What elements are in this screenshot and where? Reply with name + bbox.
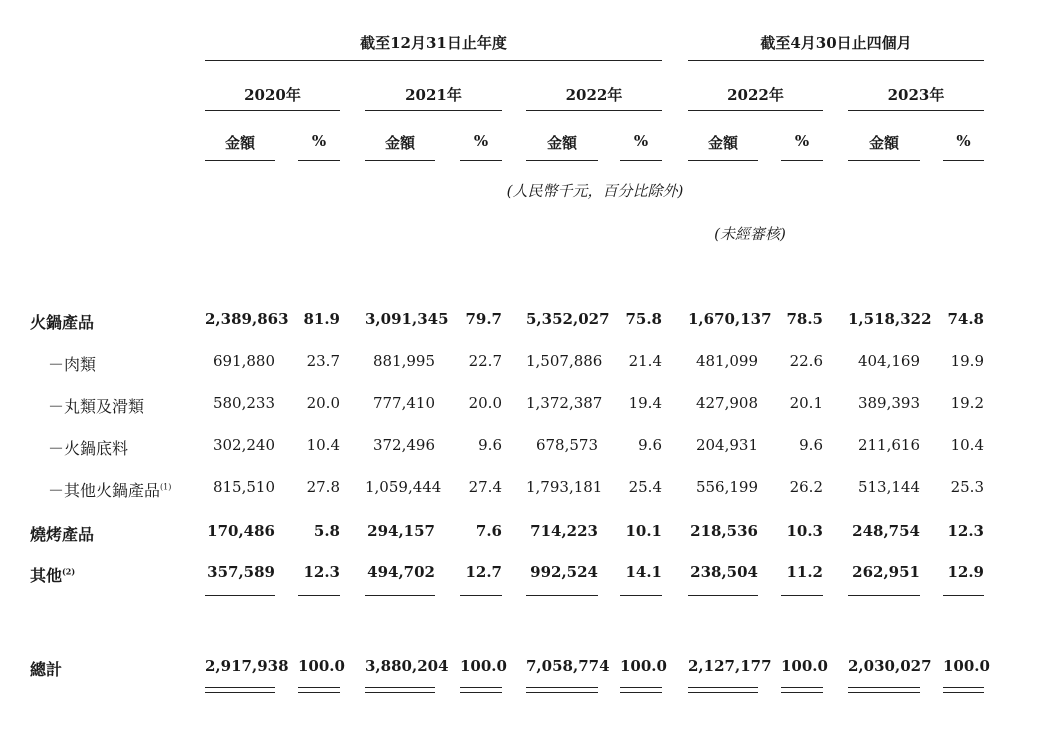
percent-cell: 79.7 <box>465 310 502 328</box>
percent-cell: 25.4 <box>628 478 662 496</box>
percent-cell: 9.6 <box>638 436 662 454</box>
amount-cell: 294,157 <box>367 522 435 540</box>
amount-cell: 1,670,137 <box>688 310 772 328</box>
subtotal-rule <box>943 595 984 596</box>
year-header-rule <box>526 110 662 111</box>
period-header-full-year: 截至12月31日止年度 <box>360 34 507 52</box>
percent-cell: 20.0 <box>468 394 502 412</box>
percent-column-header-rule <box>781 160 823 161</box>
amount-column-header: 金額 <box>384 134 415 152</box>
amount-cell: 302,240 <box>212 436 275 454</box>
subtotal-rule <box>460 595 502 596</box>
percent-cell: 9.6 <box>799 436 823 454</box>
percent-column-header-rule <box>620 160 662 161</box>
percent-column-header: % <box>633 132 649 150</box>
percent-cell: 100.0 <box>460 657 507 675</box>
percent-cell: 75.8 <box>625 310 662 328</box>
year-header: 2021年 <box>405 86 462 104</box>
year-header-rule <box>205 110 340 111</box>
subtotal-rule <box>781 595 823 596</box>
percent-cell: 26.2 <box>789 478 823 496</box>
amount-cell: 691,880 <box>212 352 275 370</box>
percent-cell: 19.4 <box>628 394 662 412</box>
unaudited-note: (未經審核) <box>714 225 786 243</box>
year-header: 2022年 <box>565 86 623 104</box>
total-label: 總計 <box>30 660 63 679</box>
amount-cell: 2,917,938 <box>205 657 289 675</box>
percent-cell: 81.9 <box>303 310 340 328</box>
row-label: 其他$^{(2)}$ <box>30 566 76 585</box>
percent-cell: 21.4 <box>628 352 662 370</box>
amount-cell: 1,793,181 <box>526 478 603 496</box>
year-header-rule <box>848 110 984 111</box>
amount-column-header: 金額 <box>224 134 255 152</box>
amount-column-header: 金額 <box>707 134 738 152</box>
subtotal-rule <box>365 595 435 596</box>
percent-cell: 100.0 <box>943 657 990 675</box>
total-double-underline <box>848 687 920 693</box>
amount-cell: 204,931 <box>695 436 758 454</box>
percent-cell: 12.7 <box>465 563 502 581</box>
subtotal-rule <box>848 595 920 596</box>
year-header: 2023年 <box>887 86 945 104</box>
percent-cell: 11.2 <box>786 563 823 581</box>
year-header: 2022年 <box>727 86 784 104</box>
amount-cell: 992,524 <box>530 563 598 581</box>
percent-column-header-rule <box>460 160 502 161</box>
amount-cell: 170,486 <box>207 522 275 540</box>
amount-cell: 5,352,027 <box>526 310 610 328</box>
amount-cell: 1,507,886 <box>526 352 603 370</box>
percent-cell: 5.8 <box>313 522 340 540</box>
percent-cell: 100.0 <box>781 657 828 675</box>
percent-cell: 78.5 <box>786 310 823 328</box>
period-header-four-months-rule <box>688 60 984 61</box>
percent-cell: 10.4 <box>950 436 984 454</box>
percent-cell: 19.9 <box>950 352 984 370</box>
percent-cell: 10.1 <box>625 522 662 540</box>
unit-note: (人民幣千元，百分比除外) <box>506 182 684 200</box>
row-label: 火鍋產品 <box>30 313 95 332</box>
amount-column-header: 金額 <box>868 134 899 152</box>
amount-cell: 881,995 <box>372 352 435 370</box>
year-header-rule <box>365 110 502 111</box>
percent-column-header: % <box>794 132 810 150</box>
period-header-full-year-rule <box>205 60 662 61</box>
amount-cell: 1,059,444 <box>365 478 442 496</box>
total-double-underline <box>620 687 662 693</box>
percent-cell: 10.4 <box>306 436 340 454</box>
amount-cell: 494,702 <box>367 563 435 581</box>
row-label: －丸類及滑類 <box>48 397 145 416</box>
year-header: 2020年 <box>244 86 301 104</box>
amount-cell: 1,372,387 <box>526 394 603 412</box>
percent-cell: 27.8 <box>306 478 340 496</box>
subtotal-rule <box>205 595 275 596</box>
footnote-marker: (2) <box>62 566 76 577</box>
percent-column-header: % <box>473 132 489 150</box>
percent-column-header: % <box>956 132 971 150</box>
period-header-four-months: 截至4月30日止四個月 <box>760 34 912 52</box>
row-label: 燒烤產品 <box>30 525 95 544</box>
total-double-underline <box>781 687 823 693</box>
year-header-rule <box>688 110 823 111</box>
total-double-underline <box>298 687 340 693</box>
amount-column-header-rule <box>365 160 435 161</box>
amount-cell: 777,410 <box>372 394 435 412</box>
percent-cell: 7.6 <box>475 522 502 540</box>
percent-cell: 22.7 <box>468 352 502 370</box>
subtotal-rule <box>620 595 662 596</box>
row-label: －其他火鍋產品$^{(1)}$ <box>48 481 172 500</box>
total-double-underline <box>943 687 984 693</box>
amount-cell: 714,223 <box>530 522 598 540</box>
total-double-underline <box>205 687 275 693</box>
subtotal-rule <box>688 595 758 596</box>
amount-cell: 678,573 <box>535 436 598 454</box>
percent-cell: 27.4 <box>468 478 502 496</box>
percent-cell: 12.3 <box>947 522 984 540</box>
percent-cell: 22.6 <box>789 352 823 370</box>
percent-cell: 12.9 <box>947 563 984 581</box>
amount-cell: 211,616 <box>857 436 920 454</box>
percent-cell: 20.0 <box>306 394 340 412</box>
amount-column-header: 金額 <box>546 134 577 152</box>
amount-column-header-rule <box>526 160 598 161</box>
percent-cell: 20.1 <box>789 394 823 412</box>
total-double-underline <box>526 687 598 693</box>
total-double-underline <box>688 687 758 693</box>
amount-cell: 481,099 <box>695 352 758 370</box>
percent-column-header-rule <box>298 160 340 161</box>
total-double-underline <box>460 687 502 693</box>
percent-cell: 23.7 <box>306 352 340 370</box>
percent-cell: 74.8 <box>947 310 984 328</box>
amount-cell: 238,504 <box>690 563 758 581</box>
amount-cell: 248,754 <box>852 522 920 540</box>
amount-column-header-rule <box>688 160 758 161</box>
amount-cell: 262,951 <box>852 563 920 581</box>
amount-cell: 2,030,027 <box>848 657 932 675</box>
amount-cell: 404,169 <box>857 352 920 370</box>
amount-cell: 2,389,863 <box>205 310 289 328</box>
subtotal-rule <box>526 595 598 596</box>
amount-cell: 580,233 <box>212 394 275 412</box>
amount-cell: 427,908 <box>695 394 758 412</box>
amount-column-header-rule <box>848 160 920 161</box>
footnote-marker: (1) <box>160 482 172 492</box>
row-label: －火鍋底料 <box>48 439 129 458</box>
amount-cell: 3,091,345 <box>365 310 449 328</box>
amount-cell: 218,536 <box>690 522 758 540</box>
subtotal-rule <box>298 595 340 596</box>
amount-cell: 556,199 <box>695 478 758 496</box>
amount-cell: 1,518,322 <box>848 310 932 328</box>
percent-cell: 100.0 <box>298 657 345 675</box>
amount-column-header-rule <box>205 160 275 161</box>
percent-cell: 14.1 <box>625 563 662 581</box>
amount-cell: 372,496 <box>372 436 435 454</box>
percent-cell: 25.3 <box>950 478 984 496</box>
amount-cell: 7,058,774 <box>526 657 610 675</box>
percent-cell: 19.2 <box>950 394 984 412</box>
amount-cell: 357,589 <box>207 563 275 581</box>
row-label: －肉類 <box>48 355 97 374</box>
amount-cell: 513,144 <box>857 478 920 496</box>
percent-cell: 10.3 <box>786 522 823 540</box>
percent-cell: 9.6 <box>478 436 502 454</box>
amount-cell: 3,880,204 <box>365 657 449 675</box>
percent-cell: 12.3 <box>303 563 340 581</box>
total-double-underline <box>365 687 435 693</box>
percent-column-header: % <box>311 132 327 150</box>
percent-cell: 100.0 <box>620 657 667 675</box>
percent-column-header-rule <box>943 160 984 161</box>
amount-cell: 815,510 <box>212 478 275 496</box>
amount-cell: 389,393 <box>857 394 920 412</box>
amount-cell: 2,127,177 <box>688 657 772 675</box>
